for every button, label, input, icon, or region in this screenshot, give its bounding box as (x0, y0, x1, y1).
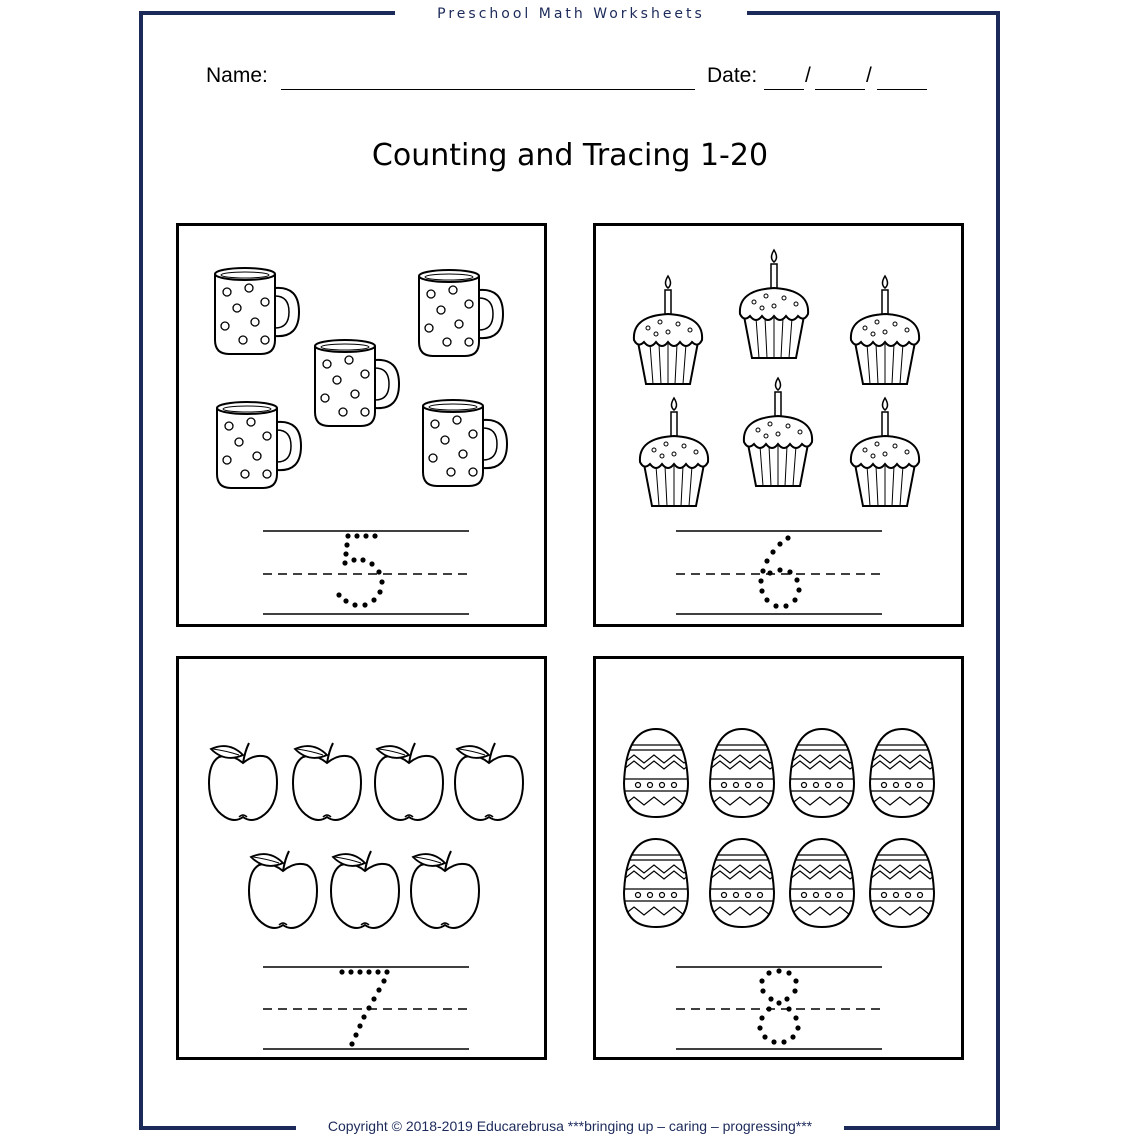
mug-icon (215, 268, 299, 354)
cupcake-icon (634, 276, 702, 384)
easter-egg-icon (624, 729, 688, 817)
easter-egg-icon (624, 839, 688, 927)
cupcake-icon (740, 250, 808, 358)
apple-icon (249, 851, 317, 928)
worksheet-title: Counting and Tracing 1-20 (371, 138, 769, 173)
apple-icon (209, 743, 277, 820)
apples-illustration (179, 659, 550, 1063)
date-separator: / (866, 64, 872, 87)
date-separator: / (805, 64, 811, 87)
cupcake-icon (744, 378, 812, 486)
counting-panel-apples (176, 656, 547, 1060)
mug-icon (217, 402, 301, 488)
date-year-blank[interactable] (877, 89, 927, 90)
header-banner (395, 2, 747, 26)
cupcake-icon (851, 398, 919, 506)
tracing-lines (263, 967, 469, 1049)
eggs-illustration (596, 659, 967, 1063)
mugs-illustration (179, 226, 550, 630)
traceable-number-6[interactable] (758, 535, 801, 608)
apple-icon (455, 743, 523, 820)
easter-egg-icon (870, 729, 934, 817)
counting-panel-mugs (176, 223, 547, 627)
easter-egg-icon (790, 729, 854, 817)
easter-egg-icon (870, 839, 934, 927)
date-label: Date: (707, 64, 758, 87)
date-month-blank[interactable] (764, 89, 804, 90)
tracing-lines (676, 967, 882, 1049)
apple-icon (375, 743, 443, 820)
counting-panel-eggs (593, 656, 964, 1060)
tracing-lines (263, 531, 469, 614)
mug-icon (423, 400, 507, 486)
apple-icon (411, 851, 479, 928)
easter-egg-icon (710, 729, 774, 817)
name-label: Name: (206, 64, 268, 87)
traceable-number-8[interactable] (757, 968, 800, 1044)
name-field-line[interactable] (281, 89, 695, 90)
apple-icon (331, 851, 399, 928)
apple-icon (293, 743, 361, 820)
cupcakes-illustration (596, 226, 967, 630)
cupcake-icon (851, 276, 919, 384)
counting-panel-cupcakes (593, 223, 964, 627)
easter-egg-icon (710, 839, 774, 927)
cupcake-icon (640, 398, 708, 506)
date-day-blank[interactable] (815, 89, 865, 90)
copyright-text: Copyright © 2018-2019 Educarebrusa ***bringing up – caring – progressing*** (327, 1118, 813, 1134)
mug-icon (419, 270, 503, 356)
header-text: Preschool Math Worksheets (437, 6, 705, 22)
footer-banner (296, 1115, 844, 1137)
easter-egg-icon (790, 839, 854, 927)
traceable-number-5[interactable] (336, 533, 384, 607)
mug-icon (315, 340, 399, 426)
traceable-number-7[interactable] (339, 969, 389, 1046)
